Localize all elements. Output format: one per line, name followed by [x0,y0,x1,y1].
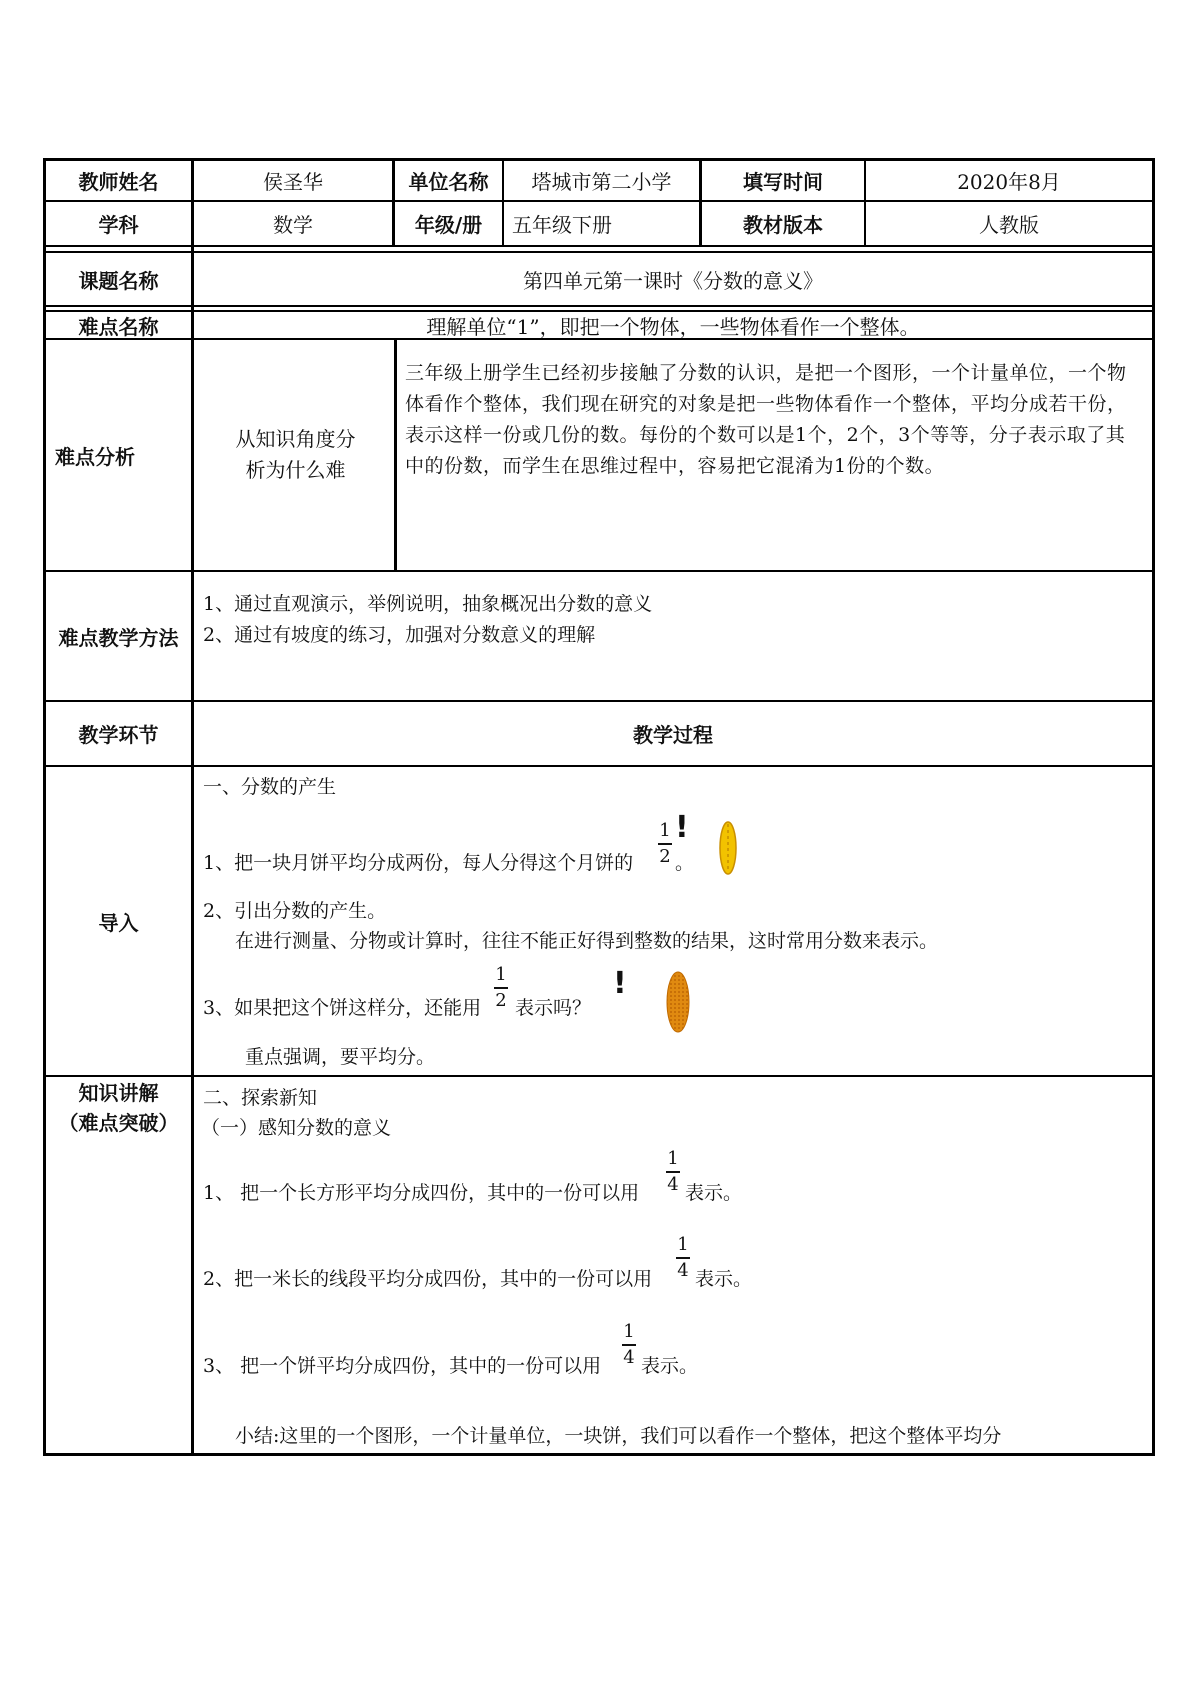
fraction-one-quarter [619,1321,639,1369]
analysis-text: 三年级上册学生已经初步接触了分数的认识，是把一个图形，一个计量单位，一个物体看作个整体，我们现在研究的对象是把一些物体看作一个整体，平均分成若干份，表示这样一份或几份的数。每份的个数可以是1个，2个，3个等等，分子表示取了其中的份数，而学生在思维过程中，容易把它混淆为1份的个数。 [405,362,1127,477]
fraction-denominator: 4 [623,1346,635,1368]
fraction-denominator: 2 [659,845,671,867]
fraction-bar [494,987,508,989]
method-item: 1、通过直观演示，举例说明，抽象概况出分数的意义 [203,593,653,615]
fraction-one-quarter [663,1148,683,1196]
knowledge-item-1: 1、 把一个长方形平均分成四份，其中的一份可以用 [203,1182,640,1204]
fraction-one-half [655,820,675,868]
date-label: 填写时间 [743,170,823,194]
knowledge-heading: 二、探索新知 [203,1087,318,1109]
edition-value: 人教版 [979,213,1039,237]
topic-value: 第四单元第一课时《分数的意义》 [523,268,823,293]
row-divider [43,245,1155,247]
row-divider [43,1075,1155,1077]
knowledge-item-3: 3、 把一个饼平均分成四份，其中的一份可以用 [203,1355,602,1377]
fraction-numerator: 1 [495,964,507,985]
fraction-denominator: 4 [667,1173,679,1195]
method-item: 2、通过有坡度的练习，加强对分数意义的理解 [203,624,596,646]
knowledge-label-line-2: （难点突破） [58,1111,179,1135]
teacher-label: 教师姓名 [78,170,159,194]
intro-item-3-end: 表示吗？ [515,997,592,1019]
label-column-divider [191,158,194,1456]
difficulty-label: 难点名称 [78,314,159,339]
fraction-one-half [491,964,511,1012]
intro-item-2: 2、引出分数的产生。 [203,900,387,922]
fraction-numerator: 1 [659,820,671,841]
exclamation-mark-icon: ! [675,810,689,845]
date-value: 2020年8月 [957,170,1061,194]
difficulty-value: 理解单位“1”，即把一个物体，一些物体看作一个整体。 [426,314,920,339]
lesson-plan-table [43,158,1155,1456]
analysis-label: 难点分析 [55,444,135,469]
subject-label: 学科 [98,213,139,237]
edition-label: 教材版本 [743,213,823,237]
analysis-angle: 从知识角度分析为什么难 [235,427,356,482]
intro-item-3: 3、如果把这个饼这样分，还能用 [203,997,482,1019]
intro-item-1: 1、把一块月饼平均分成两份，每人分得这个月饼的 [203,852,634,874]
grade-label: 年级/册 [414,213,483,237]
mooncake-icon [665,970,691,1034]
teacher-value: 侯圣华 [263,170,323,194]
intro-heading: 一、分数的产生 [203,776,337,798]
fraction-denominator: 4 [677,1259,689,1281]
method-label: 难点教学方法 [58,625,179,650]
unit-label: 单位名称 [408,170,489,194]
fraction-one-quarter [673,1234,693,1282]
fraction-bar [676,1257,690,1259]
stage-header: 教学环节 [78,723,159,747]
table-border-right [1152,158,1155,1456]
intro-item-2-detail: 在进行测量、分物或计算时，往往不能正好得到整数的结果，这时常用分数来表示。 [235,930,939,952]
knowledge-label [46,1078,191,1142]
analysis-column-divider [394,338,397,570]
subject-value: 数学 [273,213,313,237]
fraction-numerator: 1 [667,1148,679,1169]
intro-item-1-end: 。 [675,852,695,874]
knowledge-summary: 小结:这里的一个图形，一个计量单位，一块饼，我们可以看作一个整体，把这个整体平均分 [235,1425,1002,1447]
intro-label: 导入 [98,910,139,935]
knowledge-label-line-1: 知识讲解 [78,1081,159,1105]
table-border-bottom [43,1453,1155,1456]
fraction-denominator: 2 [495,989,507,1011]
grade-value: 五年级下册 [512,213,612,237]
fraction-numerator: 1 [677,1234,689,1255]
row-divider [43,765,1155,767]
mooncake-icon [718,820,738,876]
knowledge-item-3-end: 表示。 [641,1355,699,1377]
process-header: 教学过程 [633,723,713,747]
fraction-bar [658,843,672,845]
knowledge-item-1-end: 表示。 [685,1182,743,1204]
row-divider [43,570,1155,572]
unit-value: 塔城市第二小学 [531,170,672,194]
topic-label: 课题名称 [78,268,159,293]
knowledge-subheading: （一）感知分数的意义 [201,1117,392,1139]
row-divider [43,305,1155,307]
fraction-bar [622,1344,636,1346]
fraction-bar [666,1171,680,1173]
intro-emphasis: 重点强调，要平均分。 [245,1046,436,1068]
knowledge-item-2-end: 表示。 [695,1268,753,1290]
fraction-numerator: 1 [623,1321,635,1342]
exclamation-mark-icon: ! [613,966,627,1001]
knowledge-item-2: 2、把一米长的线段平均分成四份，其中的一份可以用 [203,1268,653,1290]
